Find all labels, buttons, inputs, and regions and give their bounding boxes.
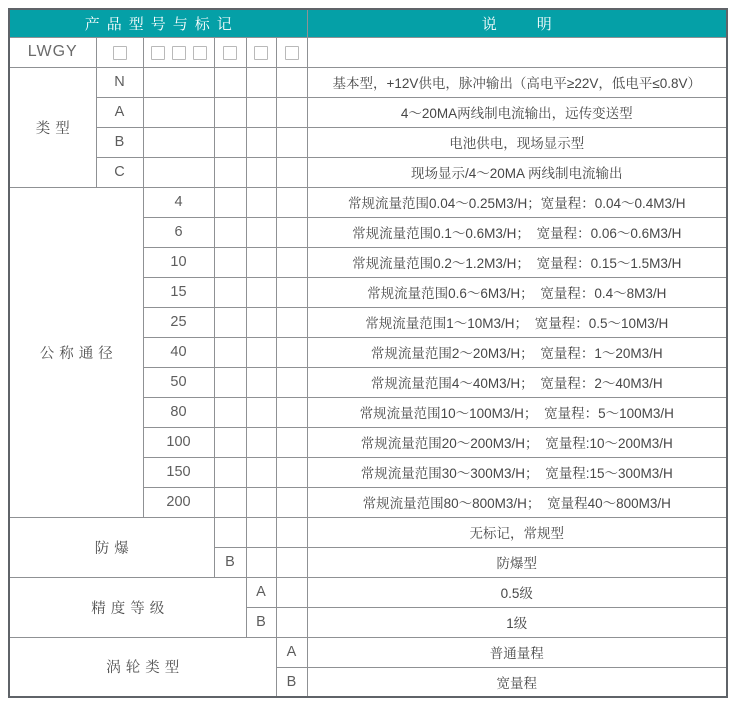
empty-cell: [246, 367, 276, 397]
empty-cell: [214, 487, 246, 517]
empty-cell: [276, 517, 307, 547]
empty-cell: [246, 307, 276, 337]
table-row: [9, 187, 727, 217]
explosion-proof-code: [214, 517, 246, 547]
diameter-description: 常规流量范围1～10M3/H； 宽量程：0.5～10M3/H: [307, 307, 727, 337]
product-model-spec-table: [8, 8, 728, 698]
diameter-size: 150: [143, 457, 214, 487]
placeholder-box-icon: [254, 46, 268, 60]
model-code-row: [9, 37, 727, 67]
table-row: [9, 157, 727, 187]
turbine-type-code: B: [276, 667, 307, 697]
diameter-description: 常规流量范围0.6～6M3/H； 宽量程：0.4～8M3/H: [307, 277, 727, 307]
table-row: [9, 67, 727, 97]
empty-cell: [246, 277, 276, 307]
empty-cell: [246, 487, 276, 517]
empty-cell: [246, 397, 276, 427]
empty-cell: [276, 577, 307, 607]
table-row: [9, 637, 727, 667]
diameter-size: 100: [143, 427, 214, 457]
header-product-model-label: 产品型号与标记: [9, 9, 307, 37]
diameter-description: 常规流量范围30～300M3/H； 宽量程:15～300M3/H: [307, 457, 727, 487]
empty-cell: [276, 187, 307, 217]
type-section-label: 类型: [9, 67, 96, 187]
empty-cell: [276, 307, 307, 337]
empty-cell: [246, 457, 276, 487]
empty-cell: [214, 157, 246, 187]
type-description: 现场显示/4～20MA 两线制电流输出: [307, 157, 727, 187]
diameter-description: 常规流量范围20～200M3/H； 宽量程:10～200M3/H: [307, 427, 727, 457]
empty-cell: [246, 217, 276, 247]
model-box-cell-5: [276, 37, 307, 67]
placeholder-box-icon: [113, 46, 127, 60]
empty-cell: [246, 247, 276, 277]
empty-cell: [214, 307, 246, 337]
empty-cell: [214, 337, 246, 367]
model-box-cell-4: [246, 37, 276, 67]
table-row: [9, 97, 727, 127]
empty-cell: [276, 217, 307, 247]
empty-cell: [246, 547, 276, 577]
empty-cell: [276, 367, 307, 397]
type-code: N: [96, 67, 143, 97]
model-box-cell-3: [214, 37, 246, 67]
explosion-proof-description: 无标记，常规型: [307, 517, 727, 547]
empty-cell: [246, 67, 276, 97]
type-description: 基本型，+12V供电，脉冲输出（高电平≥22V，低电平≤0.8V）: [307, 67, 727, 97]
empty-cell: [143, 67, 214, 97]
placeholder-box-icon: [151, 46, 165, 60]
empty-cell: [214, 367, 246, 397]
model-name: LWGY: [9, 37, 96, 67]
turbine-type-description: 宽量程: [307, 667, 727, 697]
diameter-description: 常规流量范围0.2～1.2M3/H； 宽量程：0.15～1.5M3/H: [307, 247, 727, 277]
diameter-size: 10: [143, 247, 214, 277]
placeholder-box-icon: [223, 46, 237, 60]
explosion-proof-section-label: 防爆: [9, 517, 214, 577]
placeholder-box-icon: [193, 46, 207, 60]
turbine-type-description: 普通量程: [307, 637, 727, 667]
turbine-type-section-label: 涡轮类型: [9, 637, 276, 697]
empty-cell: [276, 157, 307, 187]
empty-cell: [246, 517, 276, 547]
diameter-size: 4: [143, 187, 214, 217]
diameter-size: 15: [143, 277, 214, 307]
empty-cell: [214, 97, 246, 127]
empty-cell: [276, 457, 307, 487]
diameter-size: 50: [143, 367, 214, 397]
empty-cell: [143, 127, 214, 157]
type-description: 4～20MA两线制电流输出，远传变送型: [307, 97, 727, 127]
header-description-label: 说明: [307, 9, 727, 37]
diameter-description: 常规流量范围10～100M3/H； 宽量程：5～100M3/H: [307, 397, 727, 427]
empty-cell: [214, 457, 246, 487]
diameter-size: 6: [143, 217, 214, 247]
empty-cell: [214, 427, 246, 457]
empty-cell: [276, 427, 307, 457]
accuracy-description: 0.5级: [307, 577, 727, 607]
model-box-cell-2: [143, 37, 214, 67]
diameter-description: 常规流量范围4～40M3/H； 宽量程：2～40M3/H: [307, 367, 727, 397]
type-code: C: [96, 157, 143, 187]
empty-cell: [246, 187, 276, 217]
diameter-size: 80: [143, 397, 214, 427]
table-row: [9, 577, 727, 607]
placeholder-box-icon: [285, 46, 299, 60]
empty-cell: [276, 97, 307, 127]
empty-cell: [246, 127, 276, 157]
empty-cell: [214, 187, 246, 217]
empty-cell: [214, 277, 246, 307]
empty-cell: [276, 337, 307, 367]
explosion-proof-code: B: [214, 547, 246, 577]
diameter-size: 25: [143, 307, 214, 337]
empty-cell: [307, 37, 727, 67]
empty-cell: [276, 247, 307, 277]
table-header-row: [9, 9, 727, 37]
empty-cell: [214, 247, 246, 277]
accuracy-code: A: [246, 577, 276, 607]
empty-cell: [246, 157, 276, 187]
diameter-section-label: 公称通径: [9, 187, 143, 517]
accuracy-section-label: 精度等级: [9, 577, 246, 637]
diameter-description: 常规流量范围80～800M3/H； 宽量程40～800M3/H: [307, 487, 727, 517]
type-code: B: [96, 127, 143, 157]
diameter-size: 40: [143, 337, 214, 367]
empty-cell: [143, 157, 214, 187]
empty-cell: [214, 217, 246, 247]
placeholder-box-icon: [172, 46, 186, 60]
empty-cell: [246, 427, 276, 457]
table-row: [9, 127, 727, 157]
explosion-proof-description: 防爆型: [307, 547, 727, 577]
empty-cell: [276, 397, 307, 427]
diameter-description: 常规流量范围0.04～0.25M3/H；宽量程：0.04～0.4M3/H: [307, 187, 727, 217]
empty-cell: [276, 127, 307, 157]
table-row: [9, 517, 727, 547]
diameter-description: 常规流量范围2～20M3/H； 宽量程：1～20M3/H: [307, 337, 727, 367]
empty-cell: [276, 607, 307, 637]
model-box-cell-1: [96, 37, 143, 67]
empty-cell: [214, 397, 246, 427]
diameter-description: 常规流量范围0.1～0.6M3/H； 宽量程：0.06～0.6M3/H: [307, 217, 727, 247]
empty-cell: [276, 67, 307, 97]
type-code: A: [96, 97, 143, 127]
empty-cell: [276, 487, 307, 517]
empty-cell: [143, 97, 214, 127]
empty-cell: [214, 127, 246, 157]
diameter-size: 200: [143, 487, 214, 517]
accuracy-code: B: [246, 607, 276, 637]
empty-cell: [214, 67, 246, 97]
accuracy-description: 1级: [307, 607, 727, 637]
empty-cell: [246, 97, 276, 127]
turbine-type-code: A: [276, 637, 307, 667]
type-description: 电池供电，现场显示型: [307, 127, 727, 157]
empty-cell: [246, 337, 276, 367]
empty-cell: [276, 277, 307, 307]
empty-cell: [276, 547, 307, 577]
